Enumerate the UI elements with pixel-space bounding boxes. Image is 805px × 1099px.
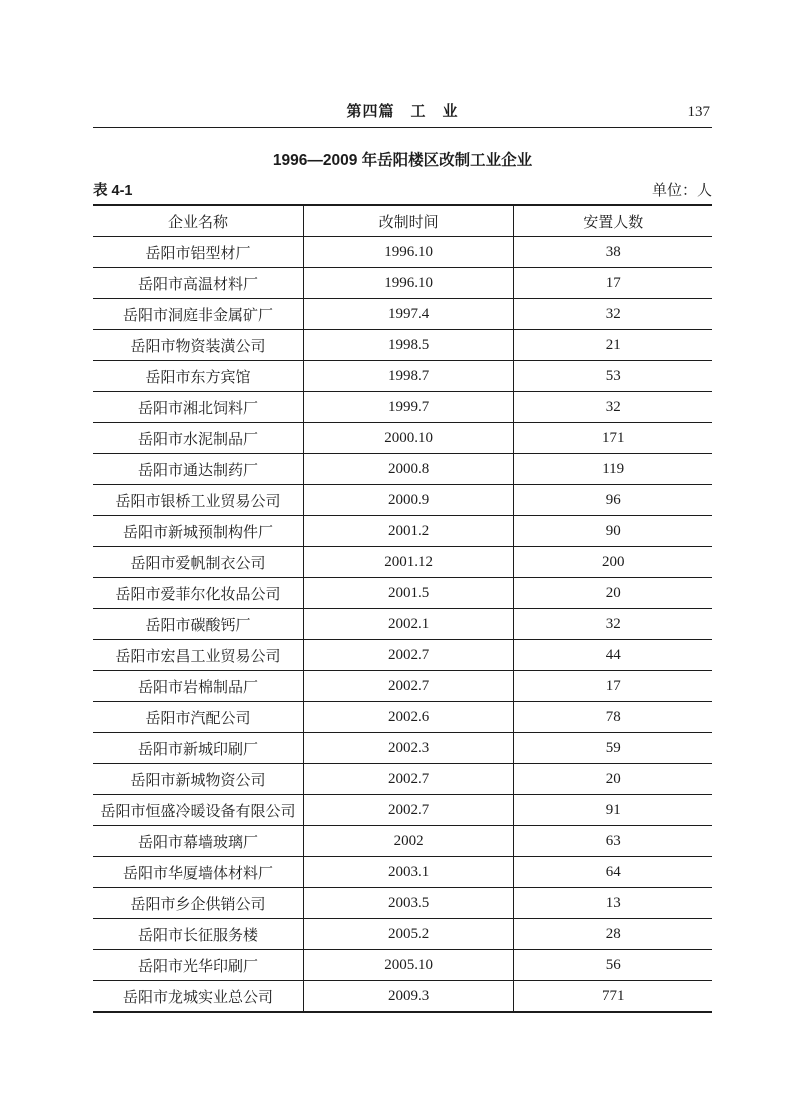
table-row bbox=[93, 547, 712, 578]
table-row bbox=[93, 795, 712, 826]
placement-count-cell: 171 bbox=[514, 423, 712, 454]
enterprise-name-cell: 岳阳市汽配公司 bbox=[93, 702, 303, 733]
restructure-date-cell: 2001.2 bbox=[303, 516, 513, 547]
placement-count-cell: 56 bbox=[514, 950, 712, 981]
table-row bbox=[93, 330, 712, 361]
table-row bbox=[93, 764, 712, 795]
enterprise-name-cell: 岳阳市华厦墙体材料厂 bbox=[93, 857, 303, 888]
placement-count-cell: 28 bbox=[514, 919, 712, 950]
restructure-date-cell: 2002.7 bbox=[303, 795, 513, 826]
placement-count-cell: 91 bbox=[514, 795, 712, 826]
restructure-date-cell: 2009.3 bbox=[303, 981, 513, 1013]
table-row bbox=[93, 950, 712, 981]
placement-count-cell: 119 bbox=[514, 454, 712, 485]
restructure-date-cell: 2005.2 bbox=[303, 919, 513, 950]
restructure-date-cell: 1999.7 bbox=[303, 392, 513, 423]
placement-count-cell: 17 bbox=[514, 268, 712, 299]
table-row bbox=[93, 485, 712, 516]
placement-count-cell: 771 bbox=[514, 981, 712, 1013]
table-row bbox=[93, 609, 712, 640]
placement-count-cell: 32 bbox=[514, 392, 712, 423]
column-header-restructure-date: 改制时间 bbox=[303, 205, 513, 237]
enterprise-name-cell: 岳阳市银桥工业贸易公司 bbox=[93, 485, 303, 516]
placement-count-cell: 38 bbox=[514, 237, 712, 268]
placement-count-cell: 64 bbox=[514, 857, 712, 888]
restructure-date-cell: 2002.7 bbox=[303, 671, 513, 702]
placement-count-cell: 20 bbox=[514, 764, 712, 795]
table-row bbox=[93, 392, 712, 423]
placement-count-cell: 21 bbox=[514, 330, 712, 361]
table-body bbox=[93, 237, 712, 1013]
placement-count-cell: 96 bbox=[514, 485, 712, 516]
enterprise-name-cell: 岳阳市长征服务楼 bbox=[93, 919, 303, 950]
enterprise-name-cell: 岳阳市岩棉制品厂 bbox=[93, 671, 303, 702]
enterprise-name-cell: 岳阳市幕墙玻璃厂 bbox=[93, 826, 303, 857]
restructure-date-cell: 2001.5 bbox=[303, 578, 513, 609]
restructure-date-cell: 1996.10 bbox=[303, 237, 513, 268]
enterprise-name-cell: 岳阳市爱帆制衣公司 bbox=[93, 547, 303, 578]
enterprise-name-cell: 岳阳市新城印刷厂 bbox=[93, 733, 303, 764]
table-row bbox=[93, 268, 712, 299]
table-row bbox=[93, 423, 712, 454]
column-header-placement-count: 安置人数 bbox=[514, 205, 712, 237]
table-row bbox=[93, 888, 712, 919]
placement-count-cell: 78 bbox=[514, 702, 712, 733]
table-row bbox=[93, 733, 712, 764]
table-row bbox=[93, 454, 712, 485]
table-row bbox=[93, 361, 712, 392]
restructure-date-cell: 2002.3 bbox=[303, 733, 513, 764]
placement-count-cell: 17 bbox=[514, 671, 712, 702]
column-header-enterprise-name: 企业名称 bbox=[93, 205, 303, 237]
placement-count-cell: 32 bbox=[514, 299, 712, 330]
placement-count-cell: 53 bbox=[514, 361, 712, 392]
unit-label: 单位：人 bbox=[651, 183, 712, 199]
table-row bbox=[93, 640, 712, 671]
restructure-date-cell: 2005.10 bbox=[303, 950, 513, 981]
restructure-date-cell: 2002.7 bbox=[303, 640, 513, 671]
enterprise-name-cell: 岳阳市通达制药厂 bbox=[93, 454, 303, 485]
table-meta-row bbox=[93, 179, 712, 200]
enterprise-name-cell: 岳阳市恒盛冷暖设备有限公司 bbox=[93, 795, 303, 826]
restructure-date-cell: 2002 bbox=[303, 826, 513, 857]
enterprise-name-cell: 岳阳市高温材料厂 bbox=[93, 268, 303, 299]
restructure-date-cell: 1996.10 bbox=[303, 268, 513, 299]
table-label: 表 4-1 bbox=[93, 183, 133, 199]
restructure-date-cell: 2003.5 bbox=[303, 888, 513, 919]
table-row bbox=[93, 237, 712, 268]
running-header bbox=[93, 0, 712, 128]
restructure-date-cell: 1998.5 bbox=[303, 330, 513, 361]
enterprise-name-cell: 岳阳市新城物资公司 bbox=[93, 764, 303, 795]
placement-count-cell: 63 bbox=[514, 826, 712, 857]
placement-count-cell: 59 bbox=[514, 733, 712, 764]
table-row bbox=[93, 578, 712, 609]
table-row bbox=[93, 671, 712, 702]
restructure-date-cell: 1997.4 bbox=[303, 299, 513, 330]
enterprise-name-cell: 岳阳市物资装潢公司 bbox=[93, 330, 303, 361]
enterprise-name-cell: 岳阳市湘北饲料厂 bbox=[93, 392, 303, 423]
placement-count-cell: 20 bbox=[514, 578, 712, 609]
restructure-date-cell: 2000.10 bbox=[303, 423, 513, 454]
placement-count-cell: 13 bbox=[514, 888, 712, 919]
table-row bbox=[93, 826, 712, 857]
enterprise-name-cell: 岳阳市宏昌工业贸易公司 bbox=[93, 640, 303, 671]
enterprise-name-cell: 岳阳市碳酸钙厂 bbox=[93, 609, 303, 640]
placement-count-cell: 200 bbox=[514, 547, 712, 578]
enterprise-name-cell: 岳阳市爱菲尔化妆品公司 bbox=[93, 578, 303, 609]
section-title: 第四篇 工 业 bbox=[346, 103, 459, 120]
placement-count-cell: 44 bbox=[514, 640, 712, 671]
enterprises-table bbox=[93, 204, 712, 1013]
table-row bbox=[93, 299, 712, 330]
restructure-date-cell: 2002.6 bbox=[303, 702, 513, 733]
restructure-date-cell: 2001.12 bbox=[303, 547, 513, 578]
table-row bbox=[93, 702, 712, 733]
table-row bbox=[93, 981, 712, 1013]
enterprise-name-cell: 岳阳市龙城实业总公司 bbox=[93, 981, 303, 1013]
table-row bbox=[93, 857, 712, 888]
restructure-date-cell: 1998.7 bbox=[303, 361, 513, 392]
restructure-date-cell: 2002.7 bbox=[303, 764, 513, 795]
restructure-date-cell: 2003.1 bbox=[303, 857, 513, 888]
enterprise-name-cell: 岳阳市乡企供销公司 bbox=[93, 888, 303, 919]
restructure-date-cell: 2002.1 bbox=[303, 609, 513, 640]
enterprise-name-cell: 岳阳市新城预制构件厂 bbox=[93, 516, 303, 547]
table-row bbox=[93, 919, 712, 950]
page-number: 137 bbox=[687, 104, 710, 120]
table-title: 1996—2009 年岳阳楼区改制工业企业 bbox=[272, 152, 533, 169]
table-header-row bbox=[93, 205, 712, 237]
enterprise-name-cell: 岳阳市东方宾馆 bbox=[93, 361, 303, 392]
enterprise-name-cell: 岳阳市洞庭非金属矿厂 bbox=[93, 299, 303, 330]
table-row bbox=[93, 516, 712, 547]
enterprise-name-cell: 岳阳市水泥制品厂 bbox=[93, 423, 303, 454]
enterprise-name-cell: 岳阳市光华印刷厂 bbox=[93, 950, 303, 981]
restructure-date-cell: 2000.8 bbox=[303, 454, 513, 485]
enterprise-name-cell: 岳阳市铝型材厂 bbox=[93, 237, 303, 268]
restructure-date-cell: 2000.9 bbox=[303, 485, 513, 516]
document-page bbox=[93, 0, 712, 1013]
placement-count-cell: 32 bbox=[514, 609, 712, 640]
placement-count-cell: 90 bbox=[514, 516, 712, 547]
